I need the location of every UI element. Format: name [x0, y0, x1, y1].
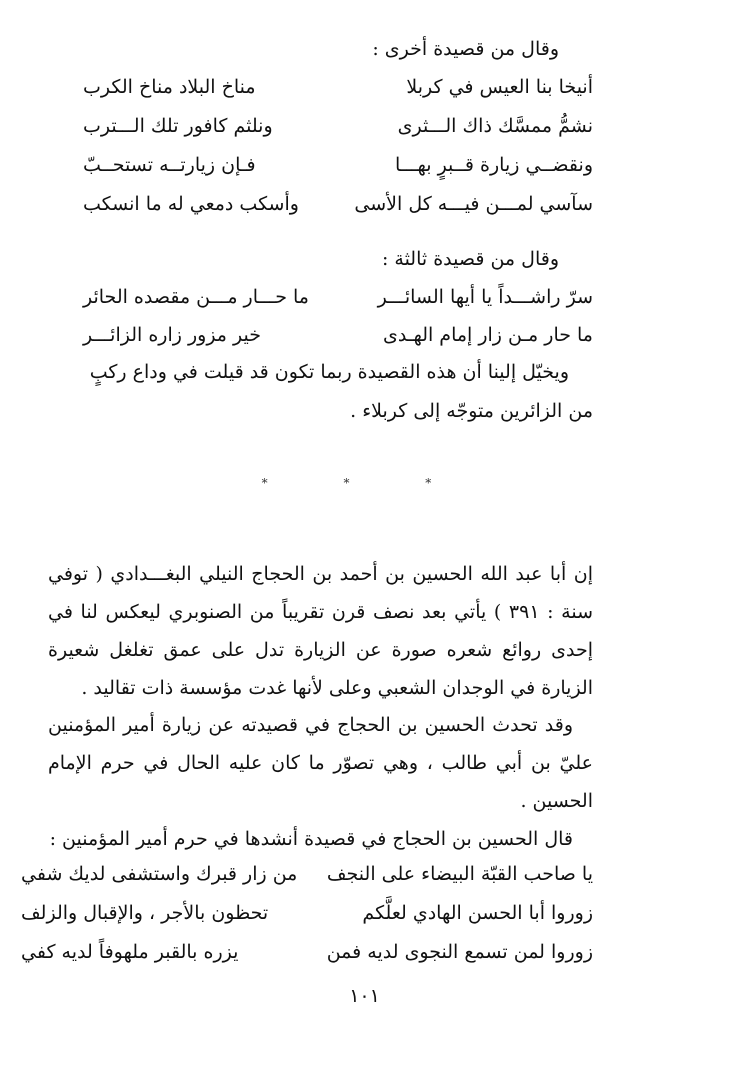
verse-hemistich-right: ما حار مـن زار إمام الهـدى [383, 324, 593, 346]
verse-hemistich-right: يا صاحب القبّة البيضاء على النجف [326, 863, 593, 885]
verse-hemistich-left: ما حـــار مـــن مقصده الحائر [83, 286, 309, 308]
verse-hemistich-left: خير مزور زاره الزائـــر [83, 324, 261, 346]
section2-intro: وقال من قصيدة ثالثة : [381, 248, 559, 270]
verse-row [83, 318, 593, 352]
verse-hemistich-right: نشمُّ ممسَّك ذاك الـــثرى [397, 115, 593, 137]
verse-hemistich-right: سآسي لمـــن فيـــه كل الأسى [354, 193, 593, 215]
verse-row [83, 148, 593, 182]
verse-hemistich-right: أنيخا بنا العيس في كربلا [406, 76, 593, 98]
comment-line: ويخيّل إلينا أن هذه القصيدة ربما تكون قد قيلت في وداع ركبٍ [89, 361, 569, 383]
verse-hemistich-left: تحظون بالأجر ، والإقبال والزلف [21, 902, 269, 924]
verse-hemistich-left: مناخ البلاد مناخ الكرب [83, 76, 256, 98]
verse-hemistich-right: سرّ راشـــداً يا أيها السائـــر [377, 286, 593, 308]
body-paragraph: إن أبا عبد الله الحسين بن أحمد بن الحجاج النيلي البغـــدادي ( توفي سنة : ٣٩١ ) يأتي بعد نصف قرن تقريباً من الصنوبري ليعكس لنا في إحدى روائع شعره صورة عن الزيارة تدل على عمق تغلغل شعيرة الزيارة في الوجدان الشعبي وعلى لأنها غدت مؤسسة ذات تقاليد . [48, 563, 593, 699]
body-paragraph: قال الحسين بن الحجاج في قصيدة أنشدها في حرم أمير المؤمنين : [49, 828, 573, 850]
verse-row [21, 935, 593, 971]
verse-row [21, 896, 593, 932]
verse-hemistich-left: فـإن زيارتــه تستحــبّ [83, 154, 256, 176]
verse-hemistich-right: زوروا لمن تسمع النجوى لديه فمن [326, 941, 593, 963]
verse-hemistich-left: ونلثم كافور تلك الـــترب [83, 115, 273, 137]
verse-row [83, 187, 593, 221]
body-paragraph: وقد تحدث الحسين بن الحجاج في قصيدته عن زيارة أمير المؤمنين عليّ بن أبي طالب ، وهي تصوّر ما كان عليه الحال في حرم الإمام الحسين . [48, 714, 593, 812]
verse-row [21, 857, 593, 893]
verse-row [83, 109, 593, 143]
verse-hemistich-left: وأسكب دمعي له ما انسكب [83, 193, 299, 215]
page-number: ١٠١ [349, 985, 380, 1007]
section-separator: * * * [261, 476, 468, 490]
comment-line: من الزائرين متوجّه إلى كربلاء . [350, 400, 593, 422]
verse-hemistich-right: ونقضــي زيارة قــبرٍ بهـــا [395, 154, 593, 176]
verse-row [83, 70, 593, 104]
verse-row [83, 280, 593, 314]
verse-hemistich-right: زوروا أبا الحسن الهادي لعلَّكم [362, 902, 593, 924]
verse-hemistich-left: من زار قبرك واستشفى لديك شفي [21, 863, 298, 885]
section1-intro: وقال من قصيدة أخرى : [372, 38, 559, 60]
verse-hemistich-left: يزره بالقبر ملهوفاً لديه كفي [21, 941, 239, 963]
